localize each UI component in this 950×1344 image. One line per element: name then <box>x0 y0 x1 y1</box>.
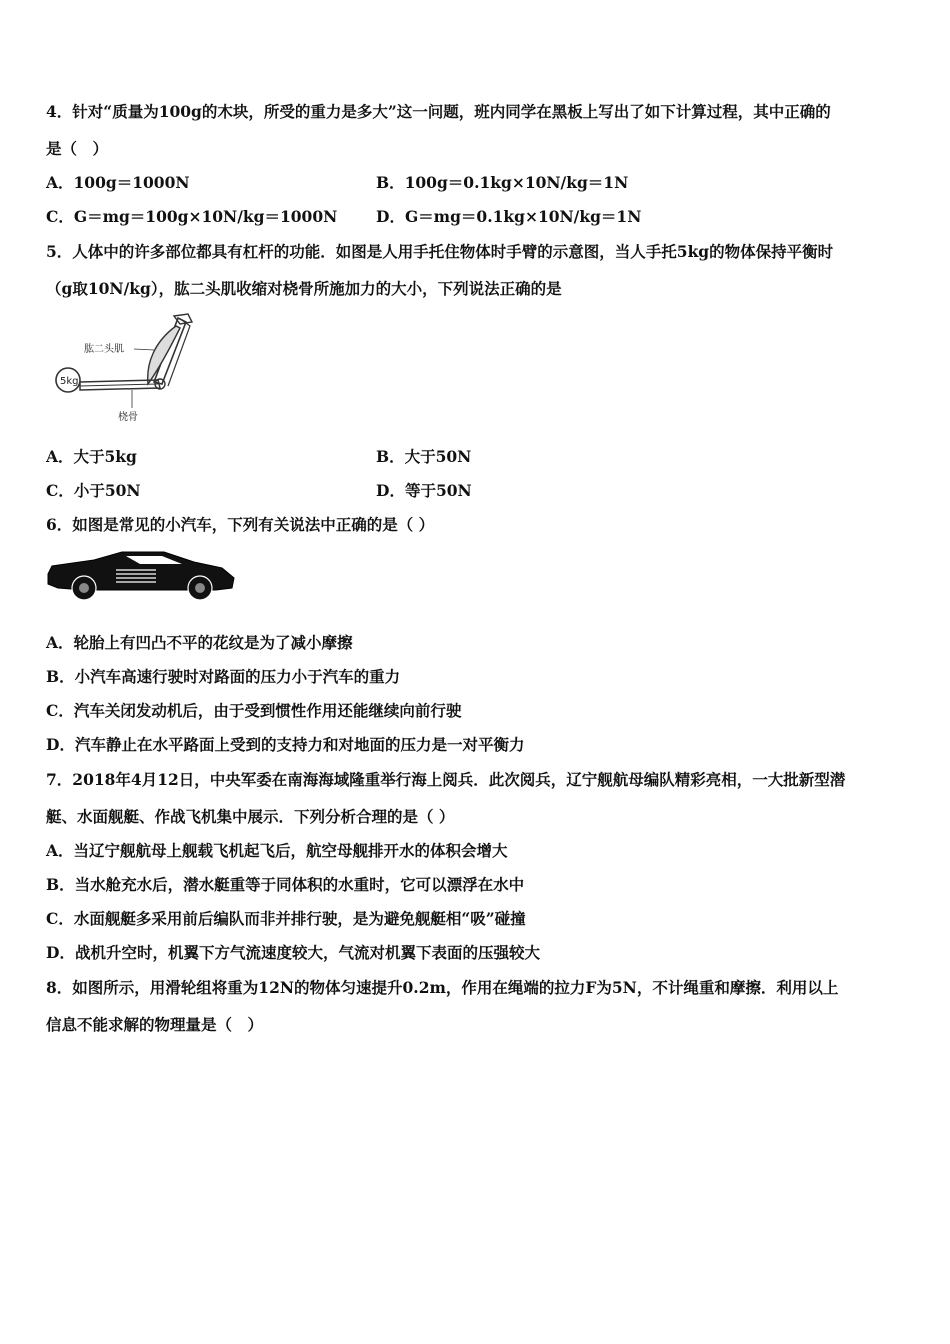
biceps-muscle <box>148 326 180 384</box>
q8-stem-line1: 8．如图所示，用滑轮组将重为12N的物体匀速提升0.2m，作用在绳端的拉力F为5N，不计绳重和摩擦．利用以上 <box>46 978 839 997</box>
q5-stem-line2: （g取10N/kg），肱二头肌收缩对桡骨所施加力的大小，下列说法正确的是 <box>46 279 562 298</box>
q6-option-b: B．小汽车高速行驶时对路面的压力小于汽车的重力 <box>46 667 401 686</box>
q6-stem: 6．如图是常见的小汽车，下列有关说法中正确的是（ ） <box>46 515 435 534</box>
q5-option-a: A．大于5kg <box>46 447 137 466</box>
q5-stem-line1: 5．人体中的许多部位都具有杠杆的功能．如图是人用手托住物体时手臂的示意图，当人手托5kg的物体保持平衡时 <box>46 242 834 261</box>
q8-stem-line2: 信息不能求解的物理量是（ ） <box>46 1015 264 1034</box>
q4-option-d: D．G＝mg＝0.1kg×10N/kg＝1N <box>376 207 642 226</box>
q4-stem-line2: 是（ ） <box>46 139 109 158</box>
q6-option-a: A．轮胎上有凹凸不平的花纹是为了减小摩擦 <box>46 633 353 652</box>
q6-option-c: C．汽车关闭发动机后，由于受到惯性作用还能继续向前行驶 <box>46 701 462 720</box>
q6-option-d: D．汽车静止在水平路面上受到的支持力和对地面的压力是一对平衡力 <box>46 735 525 754</box>
q4-option-c: C．G＝mg＝100g×10N/kg＝1000N <box>46 207 338 226</box>
q4-stem-line1: 4．针对“质量为100g的木块，所受的重力是多大”这一问题，班内同学在黑板上写出了如下计算过程，其中正确的 <box>46 102 831 121</box>
arm-lever-figure <box>50 312 210 424</box>
q7-option-d: D．战机升空时，机翼下方气流速度较大，气流对机翼下表面的压强较大 <box>46 943 540 962</box>
car-figure <box>44 548 238 602</box>
q4-option-b: B．100g＝0.1kg×10N/kg＝1N <box>376 173 629 192</box>
q7-option-a: A．当辽宁舰航母上舰载飞机起飞后，航空母舰排开水的体积会增大 <box>46 841 508 860</box>
q5-option-d: D．等于50N <box>376 481 472 500</box>
q7-stem-line1: 7．2018年4月12日，中央军委在南海海域隆重举行海上阅兵．此次阅兵，辽宁舰航母编队精彩亮相，一大批新型潜 <box>46 770 846 789</box>
q5-option-c: C．小于50N <box>46 481 141 500</box>
q7-option-b: B．当水舱充水后，潜水艇重等于同体积的水重时，它可以漂浮在水中 <box>46 875 525 894</box>
q5-option-b: B．大于50N <box>376 447 472 466</box>
q7-option-c: C．水面舰艇多采用前后编队而非并排行驶，是为避免舰艇相“吸”碰撞 <box>46 909 526 928</box>
figure-label-5kg: 5kg <box>60 376 79 387</box>
q7-stem-line2: 艇、水面舰艇、作战飞机集中展示．下列分析合理的是（ ） <box>46 807 455 826</box>
figure-label-bone: 桡骨 <box>118 412 138 423</box>
figure-label-muscle: 肱二头肌 <box>84 344 124 355</box>
q4-option-a: A．100g＝1000N <box>46 173 190 192</box>
